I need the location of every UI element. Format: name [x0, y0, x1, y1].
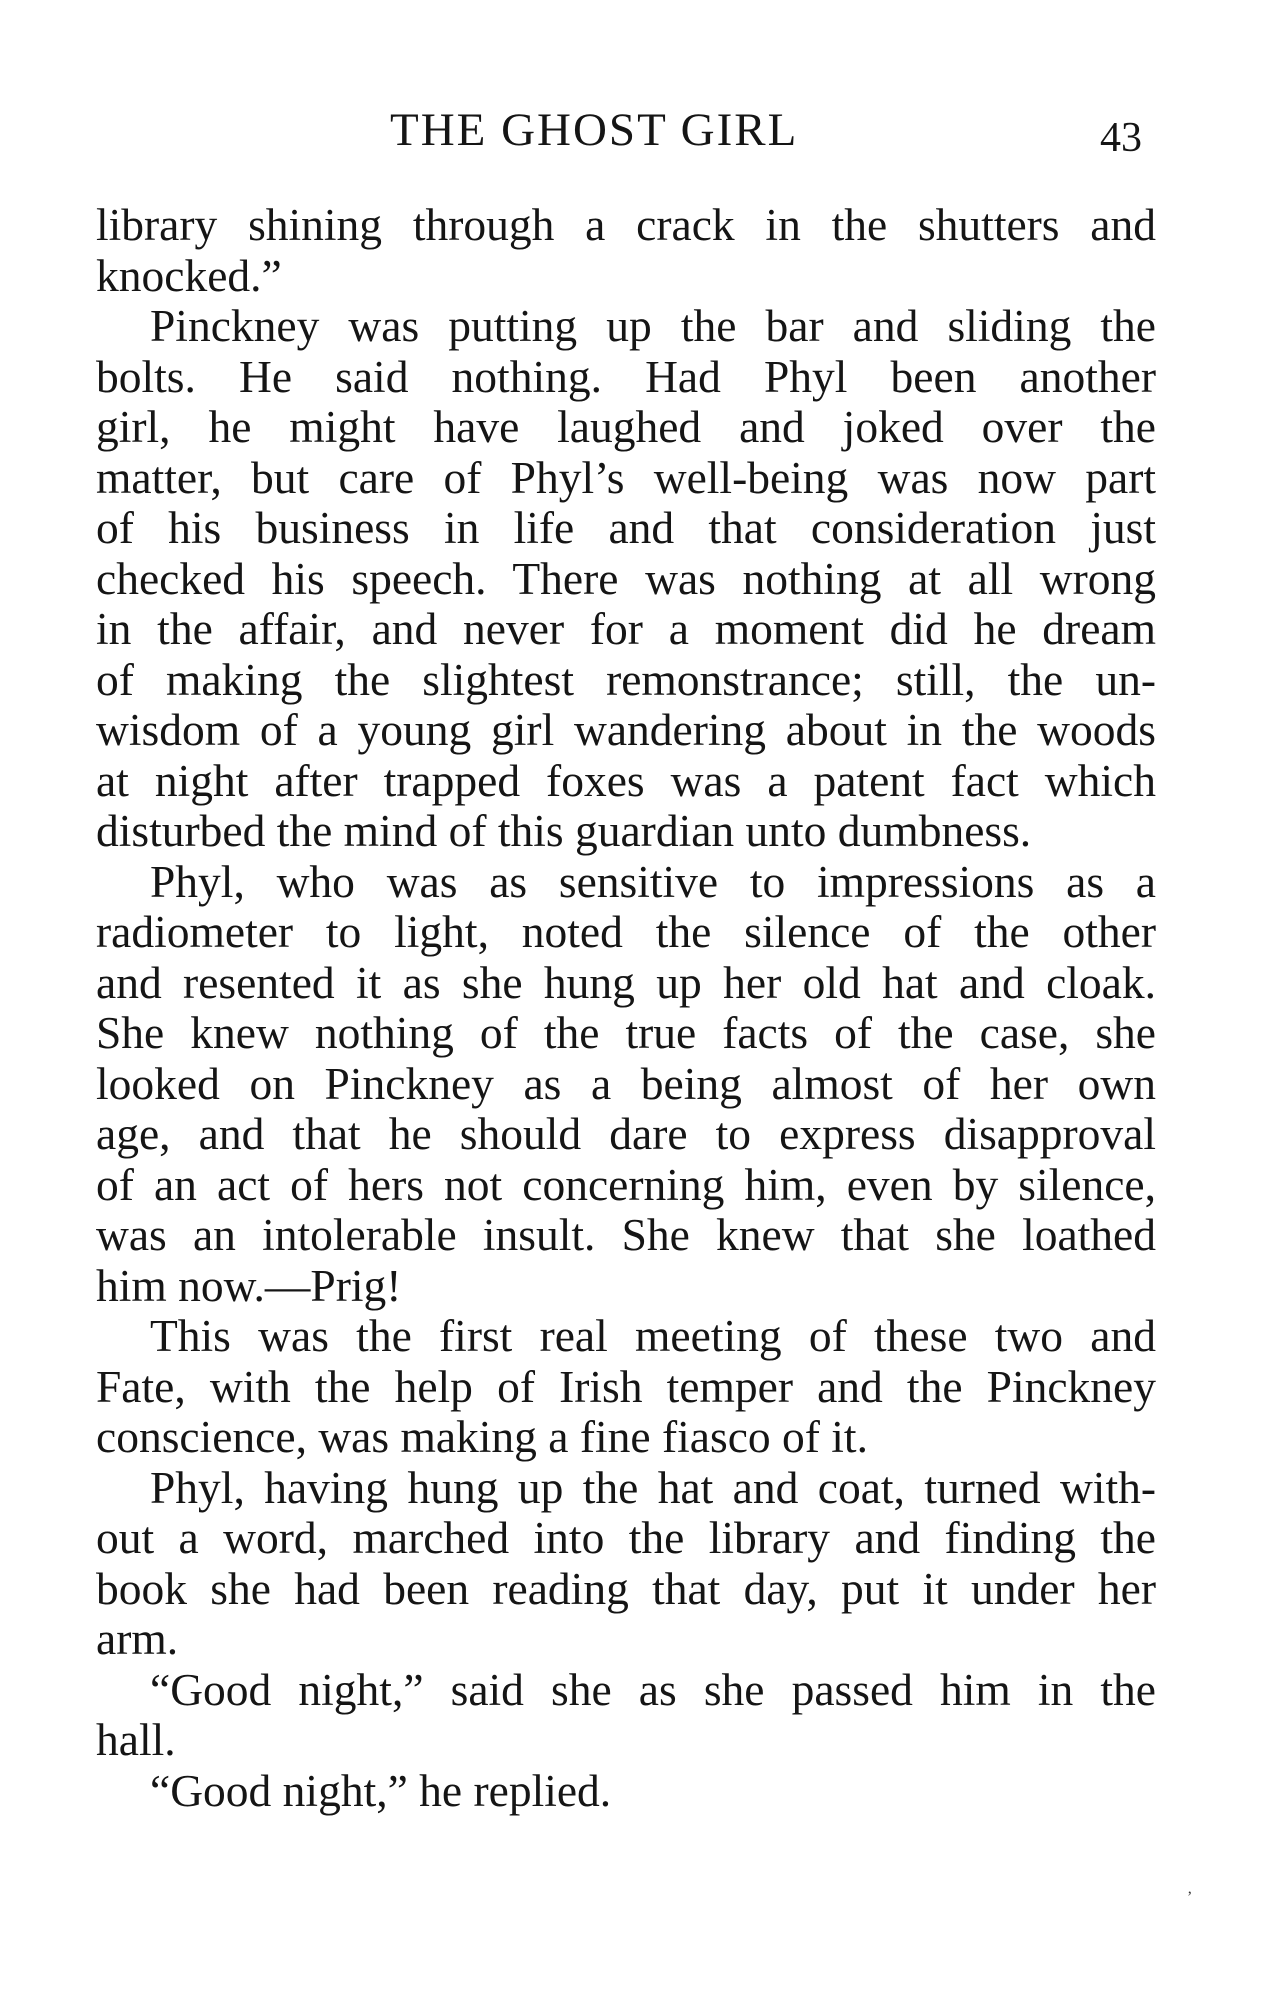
text-line: Phyl, having hung up the hat and coat, turned with- [150, 1461, 1156, 1513]
text-line: library shining through a crack in the shutters and [96, 199, 1156, 250]
text-line: knocked.” [96, 249, 282, 301]
text-line: Fate, with the help of Irish temper and the Pinckney [96, 1360, 1156, 1412]
text-line: “Good night,” he replied. [150, 1764, 612, 1816]
text-line: girl, he might have laughed and joked over the [96, 401, 1156, 452]
text-line: at night after trapped foxes was a patent fact which [96, 754, 1156, 806]
page-number: 43 [1100, 115, 1142, 161]
text-line: matter, but care of Phyl’s well-being was now part [96, 451, 1156, 503]
running-head [0, 100, 1281, 160]
running-title: THE GHOST GIRL [390, 104, 799, 156]
text-line: radiometer to light, noted the silence of the other [96, 906, 1156, 957]
text-line: conscience, was making a fine fiasco of it. [96, 1411, 868, 1462]
text-line: of making the slightest remonstrance; still, the un- [96, 653, 1156, 705]
text-line: checked his speech. There was nothing at all wrong [96, 552, 1156, 604]
text-line: looked on Pinckney as a being almost of her own [96, 1057, 1156, 1109]
text-line: bolts. He said nothing. Had Phyl been another [96, 350, 1156, 402]
text-line: age, and that he should dare to express disapproval [96, 1108, 1156, 1159]
text-line: disturbed the mind of this guardian unto dumbness. [96, 805, 1032, 856]
text-line: wisdom of a young girl wandering about in the woods [96, 704, 1156, 755]
text-line: She knew nothing of the true facts of the case, she [96, 1007, 1156, 1058]
text-line: Pinckney was putting up the bar and sliding the [150, 300, 1156, 351]
text-line: in the affair, and never for a moment did he dream [96, 603, 1156, 654]
text-line: and resented it as she hung up her old hat and cloak. [96, 956, 1156, 1008]
text-line: of an act of hers not concerning him, even by silence, [96, 1158, 1156, 1210]
body-text [96, 200, 1156, 1816]
text-line: of his business in life and that consideration just [96, 502, 1156, 553]
text-line: was an intolerable insult. She knew that she loathed [96, 1209, 1156, 1260]
text-line: Phyl, who was as sensitive to impressions as a [150, 855, 1156, 907]
text-line: book she had been reading that day, put it under her [96, 1562, 1156, 1614]
text-line: “Good night,” said she as she passed him in the [150, 1663, 1156, 1715]
text-line: out a word, marched into the library and finding the [96, 1512, 1156, 1563]
text-line: arm. [96, 1613, 179, 1664]
stray-print-mark: ’ [1187, 1889, 1193, 1906]
text-line: hall. [96, 1714, 176, 1765]
text-line: This was the first real meeting of these two and [150, 1310, 1156, 1361]
text-line: him now.—Prig! [96, 1259, 402, 1311]
